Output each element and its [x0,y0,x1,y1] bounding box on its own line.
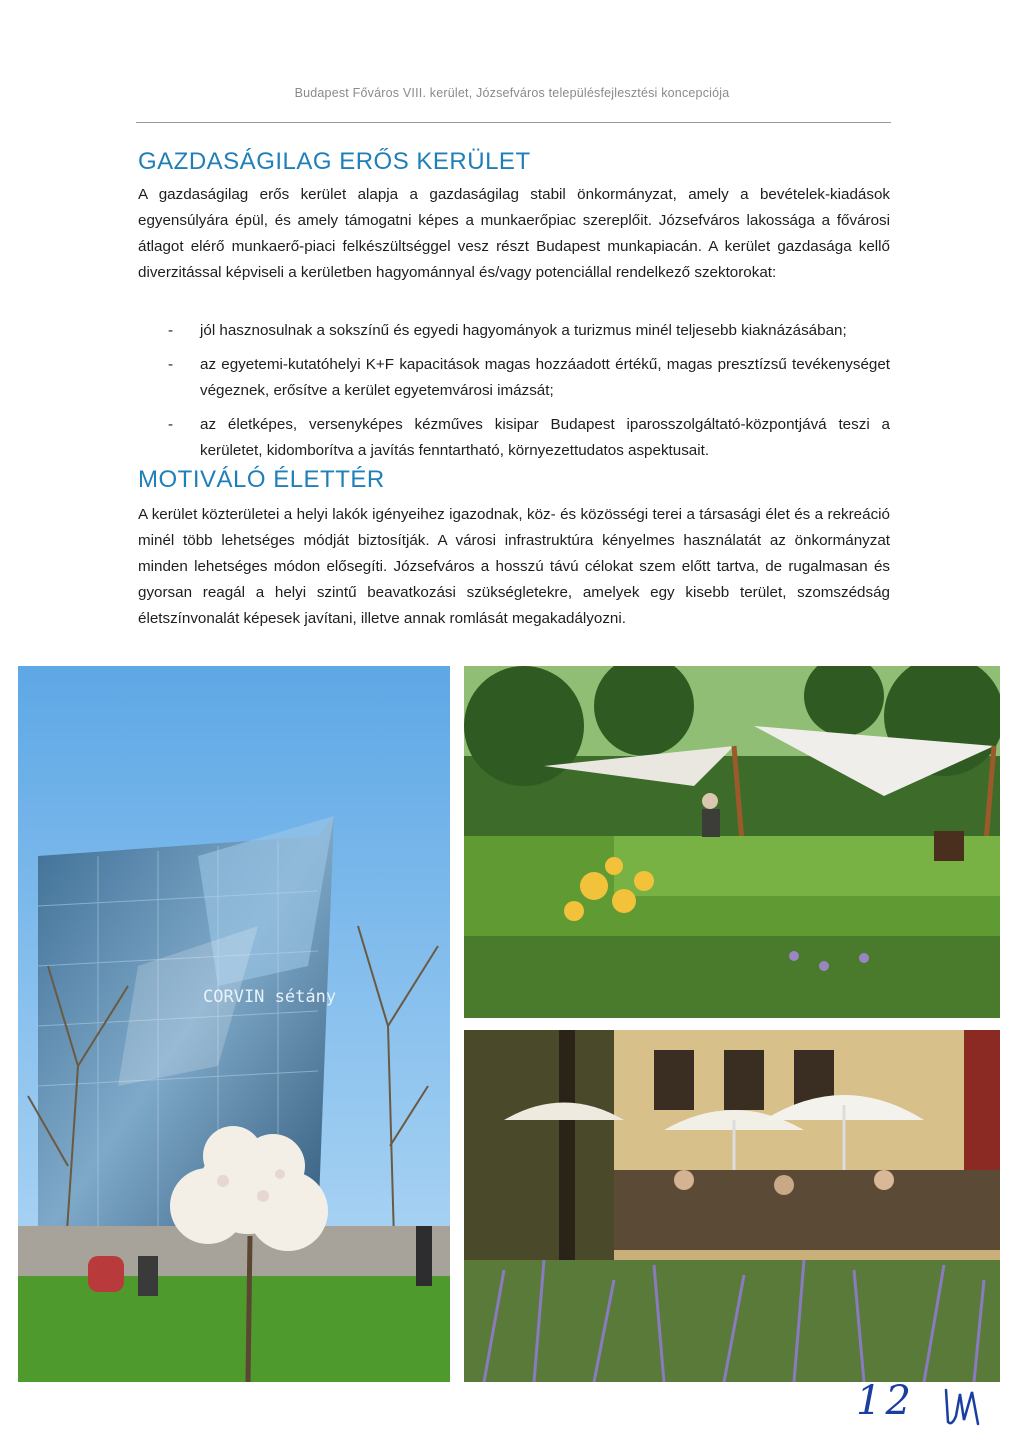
section-title-economy: GAZDASÁGILAG ERŐS KERÜLET [138,148,531,175]
bullet-marker: - [168,416,174,433]
list-item [138,352,890,404]
bullet-marker: - [168,356,174,373]
list-item-text: az életképes, versenyképes kézműves kisipar Budapest iparosszolgáltató-központjává teszi a kerületet, kidomborítva a javítás fenntartható, környezettudatos aspektusait. [200,416,890,459]
economy-bullet-list [138,318,890,472]
list-item [138,412,890,464]
section-paragraph-economy: A gazdaságilag erős kerület alapja a gazdaságilag stabil önkormányzat, amely a bevételek-kiadások egyensúlyára épül, és amely támogatni képes a munkaerőpiac szereplőit. Józsefváros lakossága a fővárosi átlagot elérő munkaerő-piaci felkészültséggel vesz részt Budapest munkapiacán. A kerület gazdasága kellő diverzitással képviseli a kerületben hagyománnyal és/vagy potenciállal rendelkező szektorokat: [138,186,890,281]
list-item-text: az egyetemi-kutatóhelyi K+F kapacitások magas hozzáadott értékű, magas presztízsű tevékenységet végeznek, erősítve a kerület egyetemvárosi imázsát; [200,356,890,399]
section-title-living-space: MOTIVÁLÓ ÉLETTÉR [138,466,385,493]
photo-corvin-setany [18,666,450,1382]
header-divider [136,122,891,123]
photo-community-garden [464,666,1000,1018]
handwritten-initials [938,1380,988,1430]
building-sign-text: CORVIN sétány [203,987,337,1007]
list-item-text: jól hasznosulnak a sokszínű és egyedi hagyományok a turizmus minél teljesebb kiaknázásában; [200,322,847,339]
photo-outdoor-cafe [464,1030,1000,1382]
bullet-marker: - [168,322,174,339]
list-item [138,318,890,344]
running-header: Budapest Főváros VIII. kerület, Józsefváros településfejlesztési koncepciója [294,86,730,100]
section-paragraph-living-space: A kerület közterületei a helyi lakók igényeihez igazodnak, köz- és közösségi terei a társasági élet és a rekreáció minél több lehetséges módját biztosítják. A városi infrastruktúra kényelmes használatát az önkormányzat minden lehetséges módon elősegíti. Józsefváros a hosszú távú célokat szem előtt tartva, de rugalmasan és gyorsan reagál a helyi szintű beavatkozási szükségletekre, amelyek egy kisebb terület, szomszédság életszínvonalát képesek javítani, illetve annak romlását megakadályozni. [138,506,890,627]
page-number: 12 [856,1378,915,1424]
